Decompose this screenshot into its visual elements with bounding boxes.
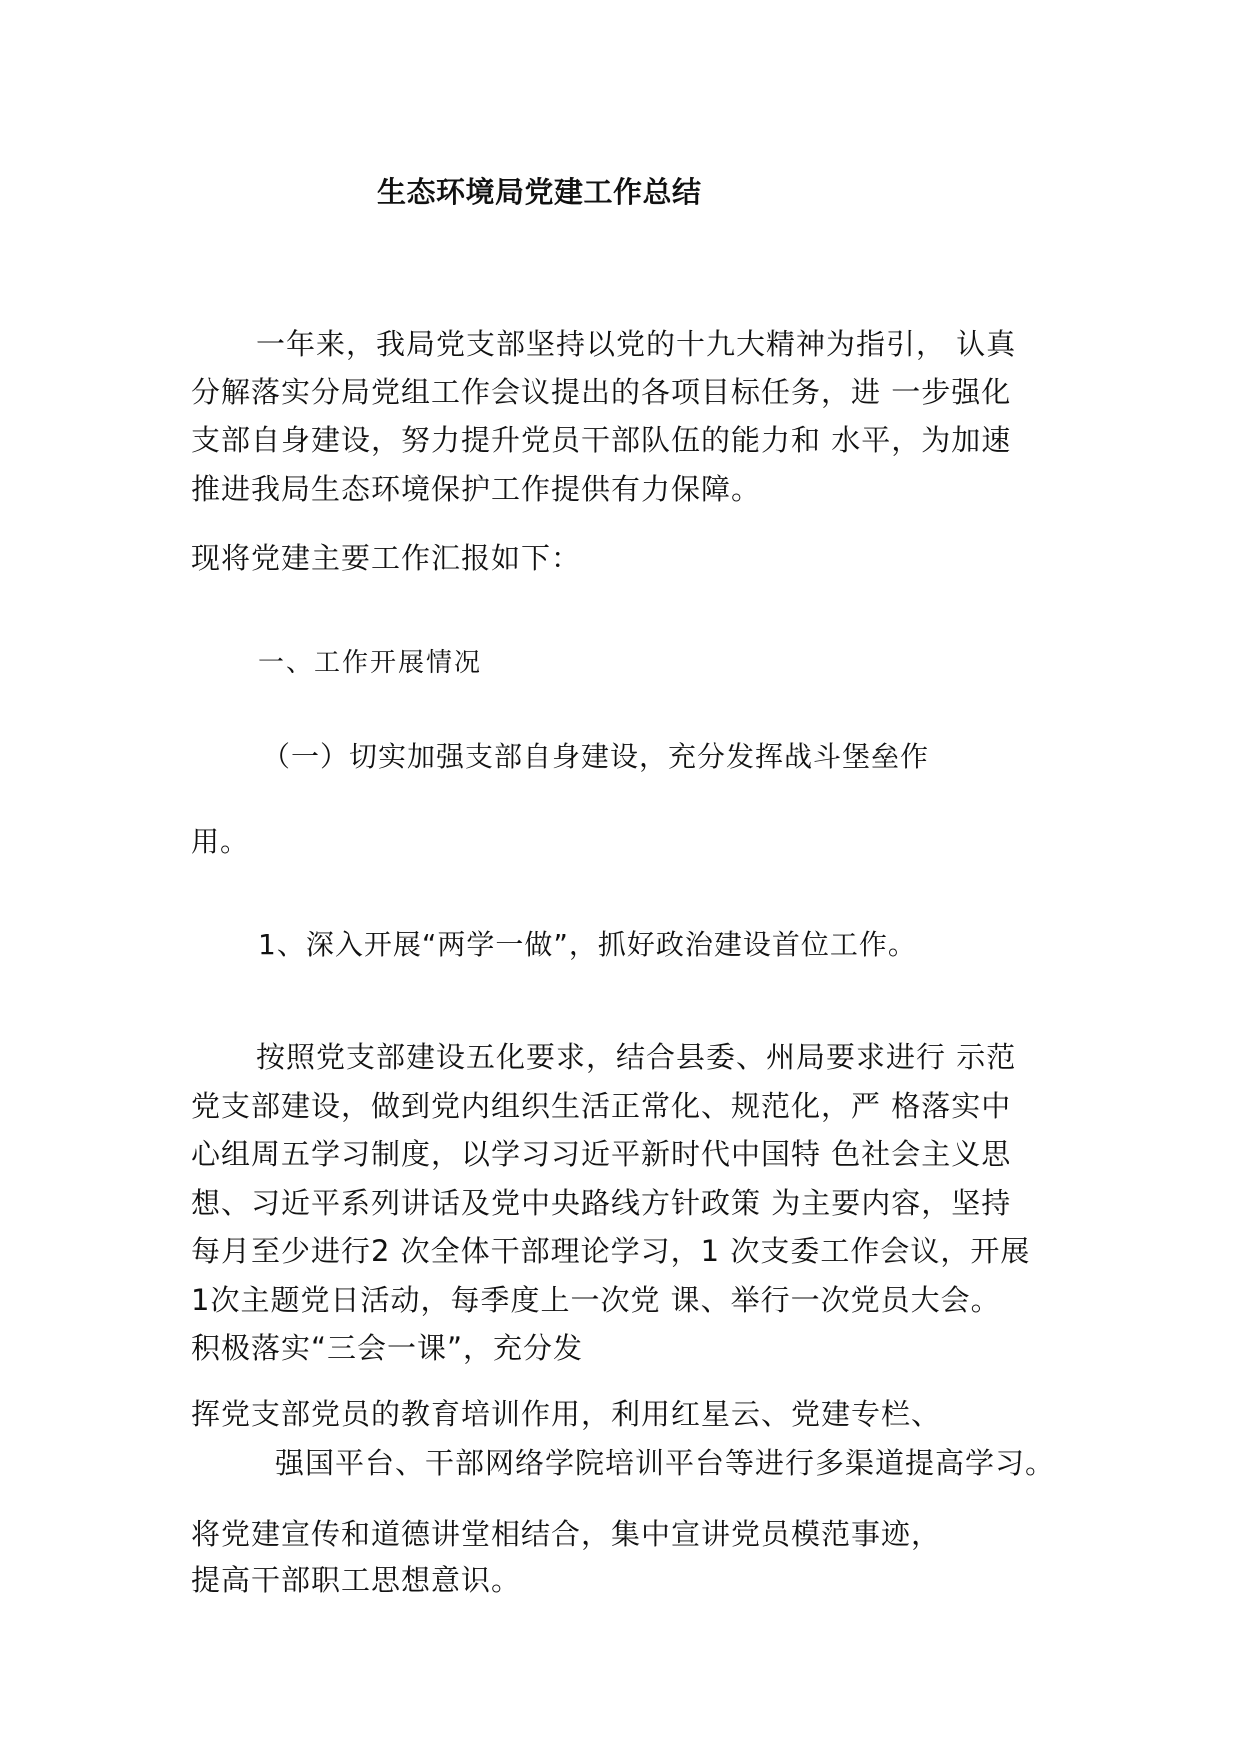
report-line: 现将党建主要工作汇报如下： bbox=[191, 541, 582, 575]
subsection-heading: （一）切实加强支部自身建设，充分发挥战斗堡垒作 bbox=[262, 740, 930, 773]
intro-line-4: 推进我局生态环境保护工作提供有力保障。 bbox=[191, 472, 762, 506]
subsection-heading-continued: 用。 bbox=[191, 825, 250, 858]
body-line-3: 心组周五学习制度，以学习习近平新时代中国特 色社会主义思 bbox=[191, 1137, 1012, 1171]
section-heading: 一、工作开展情况 bbox=[258, 648, 483, 678]
body-line-2: 党支部建设，做到党内组织生活正常化、规范化，严 格落实中 bbox=[191, 1089, 1012, 1123]
body-line-1: 按照党支部建设五化要求，结合县委、州局要求进行 示范 bbox=[256, 1040, 1017, 1074]
body-line-4: 想、习近平系列讲话及党中央路线方针政策 为主要内容，坚持 bbox=[191, 1186, 1012, 1220]
body-line-7: 积极落实“三会一课”，充分发 bbox=[191, 1331, 584, 1365]
body-line-5: 每月至少进行2 次全体干部理论学习，1 次支委工作会议，开展 bbox=[191, 1234, 1031, 1268]
body-line-8: 挥党支部党员的教育培训作用，利用红星云、党建专栏、 bbox=[191, 1397, 942, 1431]
body-line-11: 提高干部职工思想意识。 bbox=[191, 1563, 522, 1597]
body-line-9: 强国平台、干部网络学院培训平台等进行多渠道提高学习。 bbox=[275, 1446, 1056, 1480]
item-heading: 1、深入开展“两学一做”，抓好政治建设首位工作。 bbox=[258, 928, 917, 961]
document-title: 生态环境局党建工作总结 bbox=[377, 175, 702, 209]
intro-line-3: 支部自身建设，努力提升党员干部队伍的能力和 水平，为加速 bbox=[191, 423, 1012, 457]
intro-line-2: 分解落实分局党组工作会议提出的各项目标任务，进 一步强化 bbox=[191, 375, 1012, 409]
body-line-6: 1次主题党日活动，每季度上一次党 课、举行一次党员大会。 bbox=[191, 1283, 1001, 1317]
intro-line-1: 一年来，我局党支部坚持以党的十九大精神为指引， 认真 bbox=[256, 327, 1017, 361]
body-line-10: 将党建宣传和道德讲堂相结合，集中宣讲党员模范事迹， bbox=[191, 1517, 942, 1551]
